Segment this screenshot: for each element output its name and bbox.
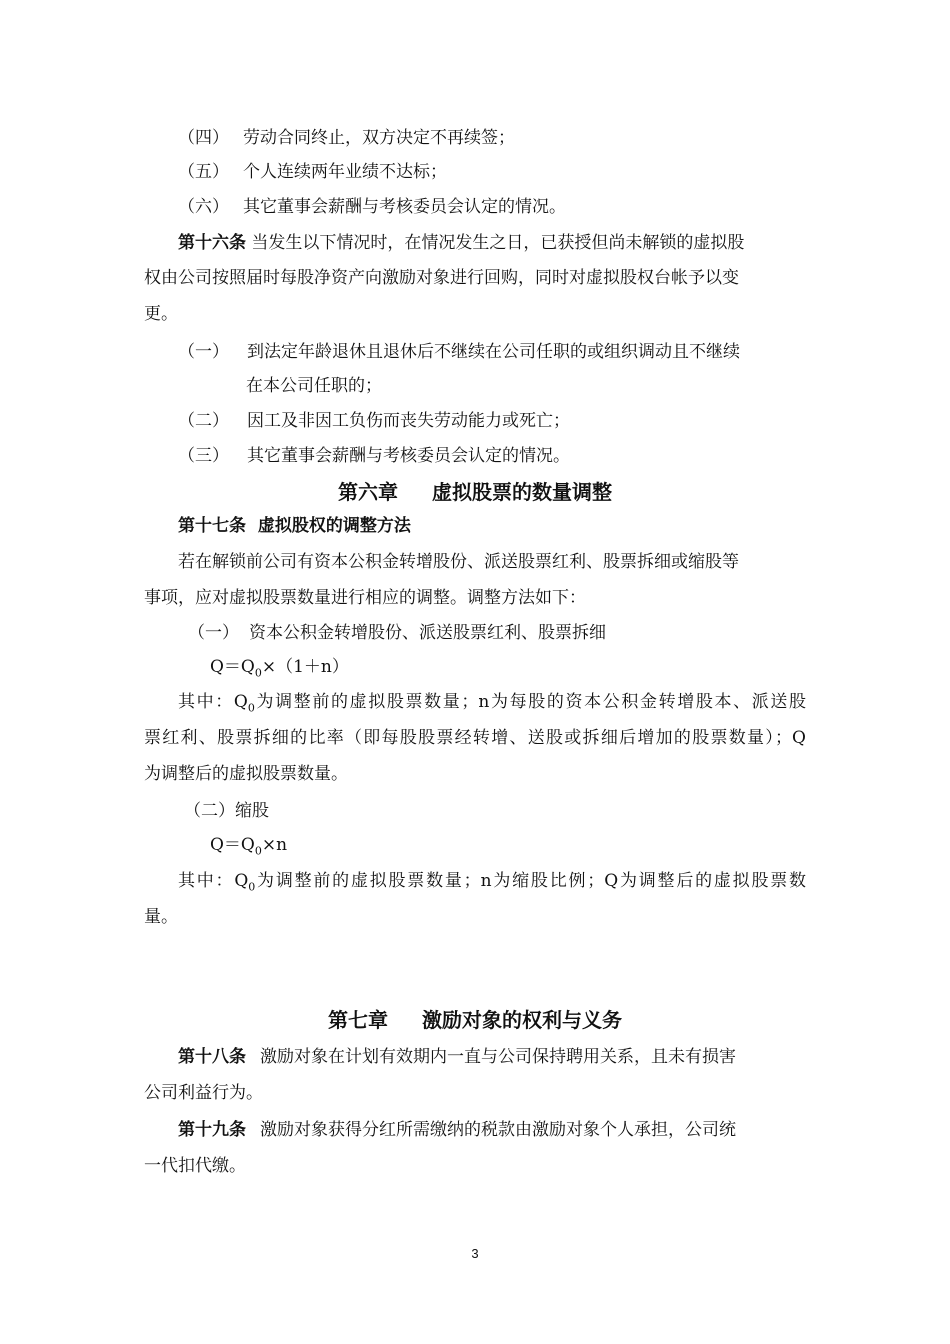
paragraph-line: 为调整后的虚拟股票数量。 [144, 764, 348, 784]
article-label: 第十八条 [178, 1047, 246, 1067]
list-item [178, 340, 740, 364]
article-19-line1 [178, 1118, 736, 1142]
item-number: （六） [178, 197, 229, 217]
article-label: 第十七条 [178, 516, 246, 536]
article-text: 激励对象在计划有效期内一直与公司保持聘用关系，且未有损害 [260, 1047, 736, 1067]
item-number: （四） [178, 128, 229, 148]
item-number: （三） [178, 446, 229, 466]
subscript: 0 [254, 844, 262, 858]
paragraph-line: 量。 [144, 907, 178, 927]
item-text: 劳动合同终止，双方决定不再续签； [243, 128, 515, 148]
item-number: （一） [178, 342, 229, 362]
article-16-line3: 更。 [144, 304, 178, 324]
paragraph-line [178, 869, 806, 899]
list-item-continuation: 在本公司任职的； [246, 376, 382, 396]
chapter-number: 第六章 [338, 480, 398, 504]
chapter-heading [0, 1006, 950, 1034]
item-number: （二） [178, 411, 229, 431]
article-label: 第十六条 [178, 233, 246, 253]
formula-part: ×n [261, 835, 288, 855]
chapter-number: 第七章 [328, 1008, 388, 1032]
subscript: 0 [254, 666, 262, 680]
list-item [178, 126, 515, 150]
paragraph-line: 事项，应对虚拟股票数量进行相应的调整。调整方法如下： [144, 588, 586, 608]
article-16-line1 [178, 231, 806, 255]
formula-part: Q＝Q [210, 657, 255, 677]
subscript: 0 [247, 701, 255, 715]
list-item [178, 444, 570, 468]
chapter-title: 激励对象的权利与义务 [422, 1008, 622, 1032]
list-item [178, 160, 447, 184]
item-text: 其它董事会薪酬与考核委员会认定的情况。 [243, 197, 566, 217]
list-item [178, 409, 570, 433]
article-text: 激励对象获得分红所需缴纳的税款由激励对象个人承担，公司统 [260, 1120, 736, 1140]
chapter-heading [0, 478, 950, 506]
paragraph-line: 票红利、股票拆细的比率（即每股股票经转增、送股或拆细后增加的股票数量）；Q [144, 728, 806, 748]
item-text: 到法定年龄退休且退休后不继续在公司任职的或组织调动且不继续 [247, 342, 740, 362]
formula-2 [210, 833, 287, 863]
formula-part: Q＝Q [210, 835, 255, 855]
item-number: （一） [188, 623, 239, 643]
page-number: 3 [471, 1246, 479, 1261]
article-title: 虚拟股权的调整方法 [257, 516, 411, 536]
article-18-line1 [178, 1045, 736, 1069]
article-17-heading [178, 514, 411, 538]
text-part: 其中：Q [178, 871, 249, 891]
article-text: 当发生以下情况时，在情况发生之日，已获授但尚未解锁的虚拟股 [251, 233, 745, 253]
paragraph-line: 若在解锁前公司有资本公积金转增股份、派送股票红利、股票拆细或缩股等 [178, 552, 739, 572]
sub-item [188, 621, 606, 645]
subscript: 0 [248, 880, 256, 894]
item-text: 个人连续两年业绩不达标； [243, 162, 447, 182]
item-number: （五） [178, 162, 229, 182]
article-16-line2: 权由公司按照届时每股净资产向激励对象进行回购，同时对虚拟股权台帐予以变 [144, 268, 739, 288]
chapter-title: 虚拟股票的数量调整 [432, 480, 612, 504]
list-item [178, 195, 566, 219]
formula-part: ×（1＋n） [261, 657, 349, 677]
text-part: 其中：Q [178, 692, 248, 712]
item-text: 其它董事会薪酬与考核委员会认定的情况。 [247, 446, 570, 466]
item-text: 因工及非因工负伤而丧失劳动能力或死亡； [247, 411, 570, 431]
sub-item: （二）缩股 [184, 801, 269, 821]
text-part: 为调整前的虚拟股票数量；n为缩股比例；Q为调整后的虚拟股票数 [255, 871, 806, 891]
article-19-line2: 一代扣代缴。 [144, 1156, 246, 1176]
article-18-line2: 公司利益行为。 [144, 1083, 263, 1103]
article-label: 第十九条 [178, 1120, 246, 1140]
text-part: 为调整前的虚拟股票数量；n为每股的资本公积金转增股本、派送股 [254, 692, 806, 712]
item-text: 资本公积金转增股份、派送股票红利、股票拆细 [249, 623, 606, 643]
paragraph-line [178, 690, 806, 720]
formula-1 [210, 655, 349, 685]
